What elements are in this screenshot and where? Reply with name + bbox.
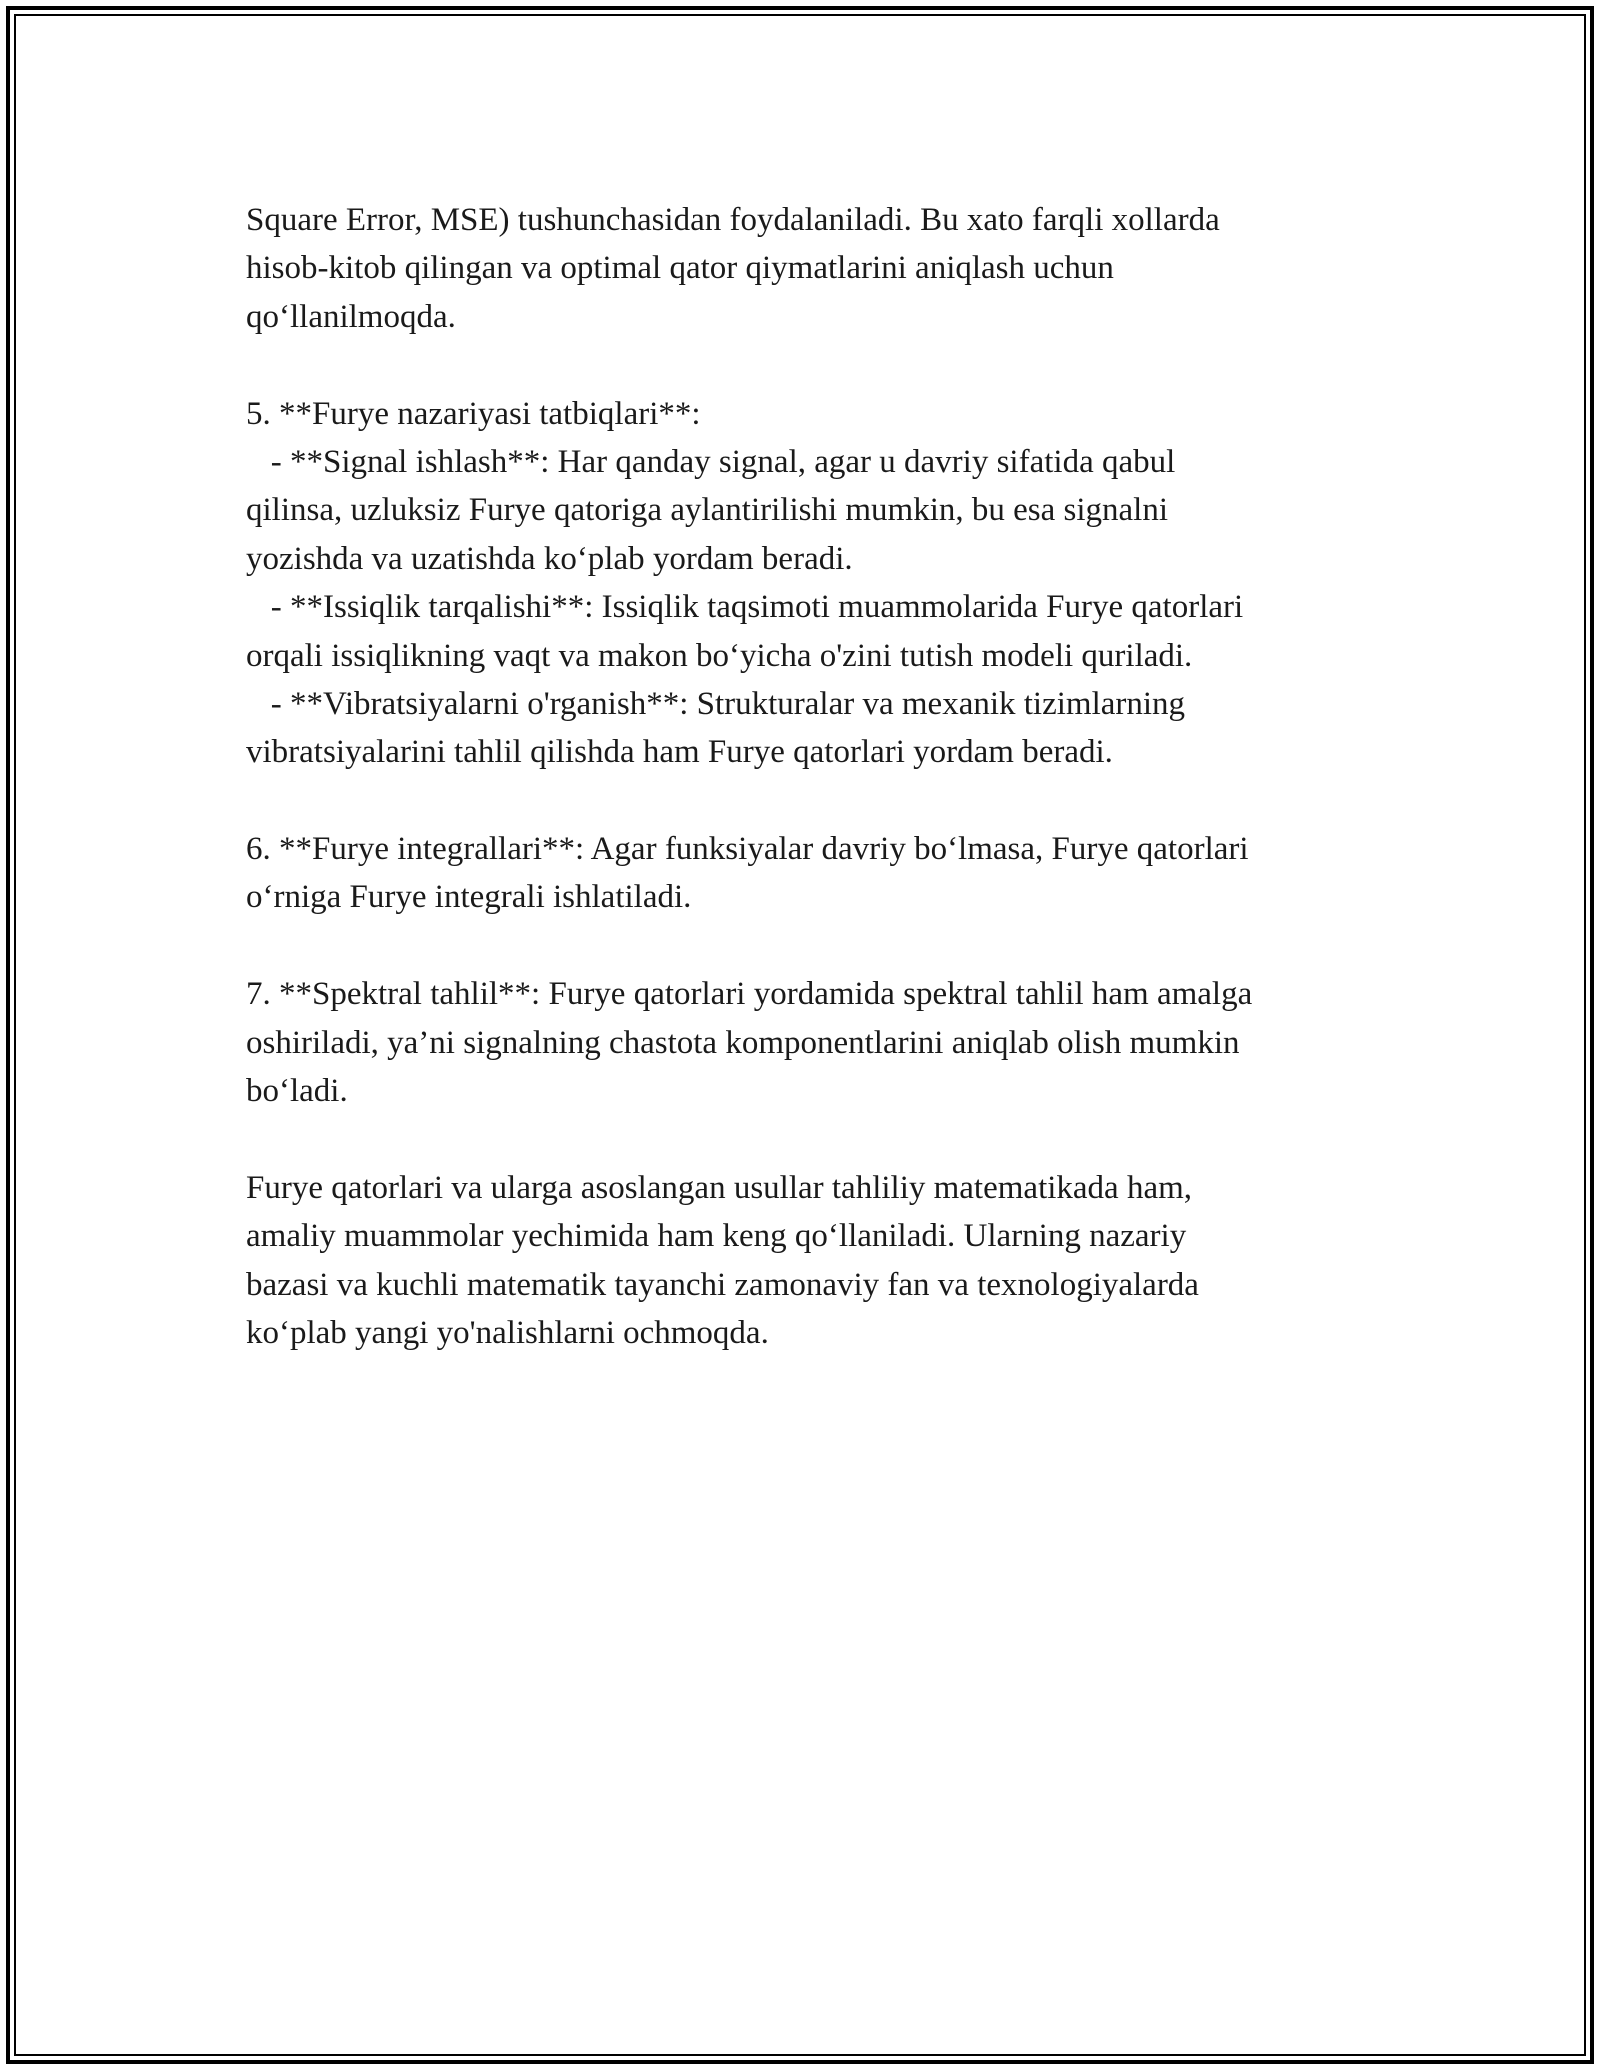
text-line: vibratsiyalarini tahlil qilishda ham Furye qatorlari yordam beradi.	[246, 734, 1113, 771]
text-line: qo‘llanilmoqda.	[246, 298, 456, 335]
paragraph-spacer	[246, 1115, 1376, 1163]
text-line: o‘rniga Furye integrali ishlatiladi.	[246, 879, 692, 916]
text-line: bo‘ladi.	[246, 1073, 348, 1110]
paragraph-section-7	[246, 970, 1376, 1115]
text-line: bazasi va kuchli matematik tayanchi zamonaviy fan va texnologiyalarda	[246, 1266, 1199, 1303]
text-line: Furye qatorlari va ularga asoslangan usullar tahliliy matematikada ham,	[246, 1169, 1193, 1206]
section-heading: 5. **Furye nazariyasi tatbiqlari**:	[246, 395, 701, 432]
text-line: ko‘plab yangi yo'nalishlarni ochmoqda.	[246, 1314, 769, 1351]
list-item-signal: - **Signal ishlash**: Har qanday signal, agar u davriy sifatida qabul	[246, 443, 1176, 480]
paragraph-conclusion	[246, 1164, 1376, 1358]
section-heading: 7. **Spektral tahlil**: Furye qatorlari yordamida spektral tahlil ham amalga	[246, 976, 1253, 1013]
list-item-vibration: - **Vibratsiyalarni o'rganish**: Strukturalar va mexanik tizimlarning	[246, 685, 1186, 722]
text-line: yozishda va uzatishda ko‘plab yordam beradi.	[246, 540, 853, 577]
text-line: oshiriladi, ya’ni signalning chastota komponentlarini aniqlab olish mumkin	[246, 1024, 1240, 1061]
paragraph-intro-continuation	[246, 196, 1376, 341]
paragraph-spacer	[246, 922, 1376, 970]
paragraph-spacer	[246, 341, 1376, 389]
section-heading: 6. **Furye integrallari**: Agar funksiyalar davriy bo‘lmasa, Furye qatorlari	[246, 831, 1249, 868]
text-line: Square Error, MSE) tushunchasidan foydalaniladi. Bu xato farqli xollarda	[246, 202, 1220, 238]
text-line: hisob-kitob qilingan va optimal qator qiymatlarini aniqlash uchun	[246, 250, 1114, 287]
page-frame	[6, 6, 1594, 2064]
text-line: amaliy muammolar yechimida ham keng qo‘llaniladi. Ularning nazariy	[246, 1218, 1187, 1255]
list-item-heat: - **Issiqlik tarqalishi**: Issiqlik taqsimoti muammolarida Furye qatorlari	[246, 589, 1244, 626]
paragraph-section-5	[246, 390, 1376, 777]
text-line: qilinsa, uzluksiz Furye qatoriga aylantirilishi mumkin, bu esa signalni	[246, 492, 1169, 529]
document-body	[246, 196, 1376, 1357]
text-line: orqali issiqlikning vaqt va makon bo‘yicha o'zini tutish modeli quriladi.	[246, 637, 1193, 674]
paragraph-spacer	[246, 777, 1376, 825]
paragraph-section-6	[246, 825, 1376, 922]
